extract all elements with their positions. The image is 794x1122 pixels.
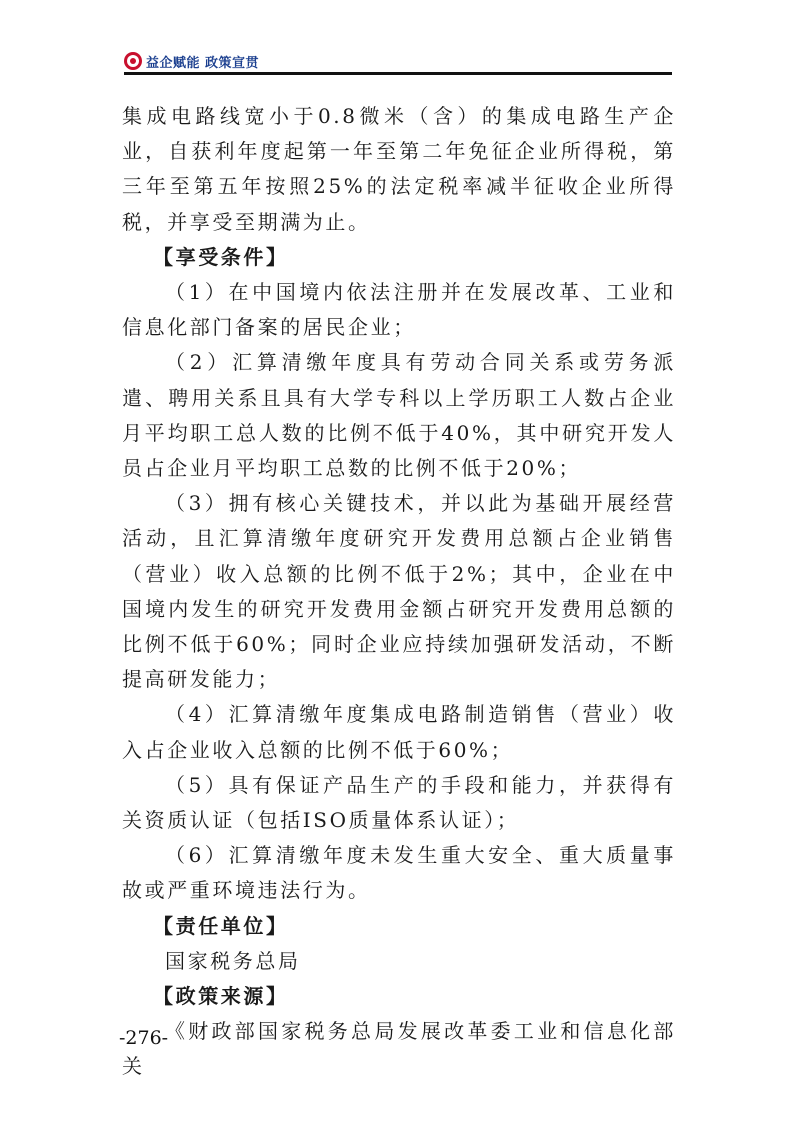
page-header xyxy=(124,50,259,72)
condition-item-2: （2）汇算清缴年度具有劳动合同关系或劳务派遣、聘用关系且具有大学专科以上学历职工人数占企业月平均职工总人数的比例不低于40%，其中研究开发人员占企业月平均职工总数的比例不低于20%； xyxy=(122,350,676,481)
brand-text: 益企赋能 政策宣贯 xyxy=(146,55,260,71)
source-heading: 【政策来源】 xyxy=(153,984,289,1009)
condition-item-6: （6）汇算清缴年度未发生重大安全、重大质量事故或严重环境违法行为。 xyxy=(122,843,676,903)
circle-emblem-icon xyxy=(124,52,142,70)
source-text: 《财政部国家税务总局发展改革委工业和信息化部关 xyxy=(122,1019,676,1079)
conditions-heading: 【享受条件】 xyxy=(153,244,289,269)
responsible-unit: 国家税务总局 xyxy=(165,948,301,973)
document-body xyxy=(122,99,676,1085)
condition-item-5: （5）具有保证产品生产的手段和能力，并获得有关资质认证（包括ISO质量体系认证）； xyxy=(122,772,676,833)
page-number: -276- xyxy=(119,1027,169,1049)
header-divider xyxy=(124,72,672,75)
condition-item-3: （3）拥有核心关键技术，并以此为基础开展经营活动，且汇算清缴年度研究开发费用总额占企业销售（营业）收入总额的比例不低于2%；其中，企业在中国境内发生的研究开发费用金额占研究开发费用总额的比例不低于60%；同时企业应持续加强研发活动，不断提高研发能力； xyxy=(122,491,676,692)
responsible-heading: 【责任单位】 xyxy=(153,913,289,938)
intro-paragraph: 集成电路线宽小于0.8微米（含）的集成电路生产企业，自获利年度起第一年至第二年免征企业所得税，第三年至第五年按照25%的法定税率减半征收企业所得税，并享受至期满为止。 xyxy=(122,104,676,234)
condition-item-4: （4）汇算清缴年度集成电路制造销售（营业）收入占企业收入总额的比例不低于60%； xyxy=(122,702,676,762)
condition-item-1: （1）在中国境内依法注册并在发展改革、工业和信息化部门备案的居民企业； xyxy=(122,280,676,340)
